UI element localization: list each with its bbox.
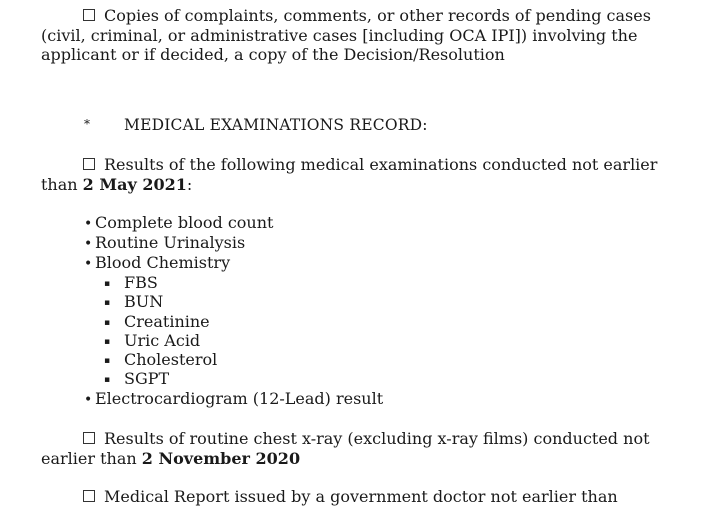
xray-line-2: earlier than 2 November 2020: [41, 448, 301, 468]
copies-of-records-paragraph: [41, 6, 677, 65]
checkbox-icon: [83, 9, 95, 21]
checkbox-icon: [83, 490, 95, 502]
medical-examinations-heading: [84, 116, 428, 134]
list-item: ▪ BUN: [104, 292, 217, 311]
list-item: ▪ Creatinine: [104, 312, 217, 331]
list-item: ▪ Uric Acid: [104, 331, 217, 350]
medical-results-line-1: Results of the following medical examinations conducted not earlier: [104, 155, 658, 174]
medical-heading-text: MEDICAL EXAMINATIONS RECORD:: [124, 116, 428, 134]
list-item: • Complete blood count: [84, 213, 273, 233]
checkbox-icon: [83, 432, 95, 444]
blood-chemistry-sublist: [104, 273, 217, 389]
list-item: • Electrocardiogram (12-Lead) result: [84, 389, 383, 409]
asterisk-marker: *: [84, 117, 91, 131]
checkbox-icon: [83, 158, 95, 170]
xray-cutoff-date: 2 November 2020: [141, 448, 301, 468]
copies-line-2: (civil, criminal, or administrative cases [including OCA IPI]) involving the: [41, 25, 638, 45]
medical-results-paragraph: [41, 155, 677, 194]
list-item: • Routine Urinalysis: [84, 233, 273, 253]
copies-line-3: applicant or if decided, a copy of the Decision/Resolution: [41, 45, 505, 64]
medical-cutoff-date: 2 May 2021: [82, 174, 187, 194]
xray-paragraph: [41, 429, 677, 468]
xray-line-1: Results of routine chest x-ray (excluding x-ray films) conducted not: [104, 429, 650, 448]
list-item: • Blood Chemistry: [84, 253, 273, 273]
list-item: ▪ SGPT: [104, 369, 217, 388]
copies-line-1: Copies of complaints, comments, or other records of pending cases: [104, 6, 651, 25]
ecg-list: [84, 389, 383, 409]
list-item: ▪ FBS: [104, 273, 217, 292]
list-item: ▪ Cholesterol: [104, 350, 217, 369]
medical-report-paragraph: [41, 487, 677, 507]
medical-results-line-2: than 2 May 2021:: [41, 174, 193, 194]
medical-report-line-1: Medical Report issued by a government doctor not earlier than: [104, 487, 618, 506]
exam-list: [84, 213, 273, 273]
